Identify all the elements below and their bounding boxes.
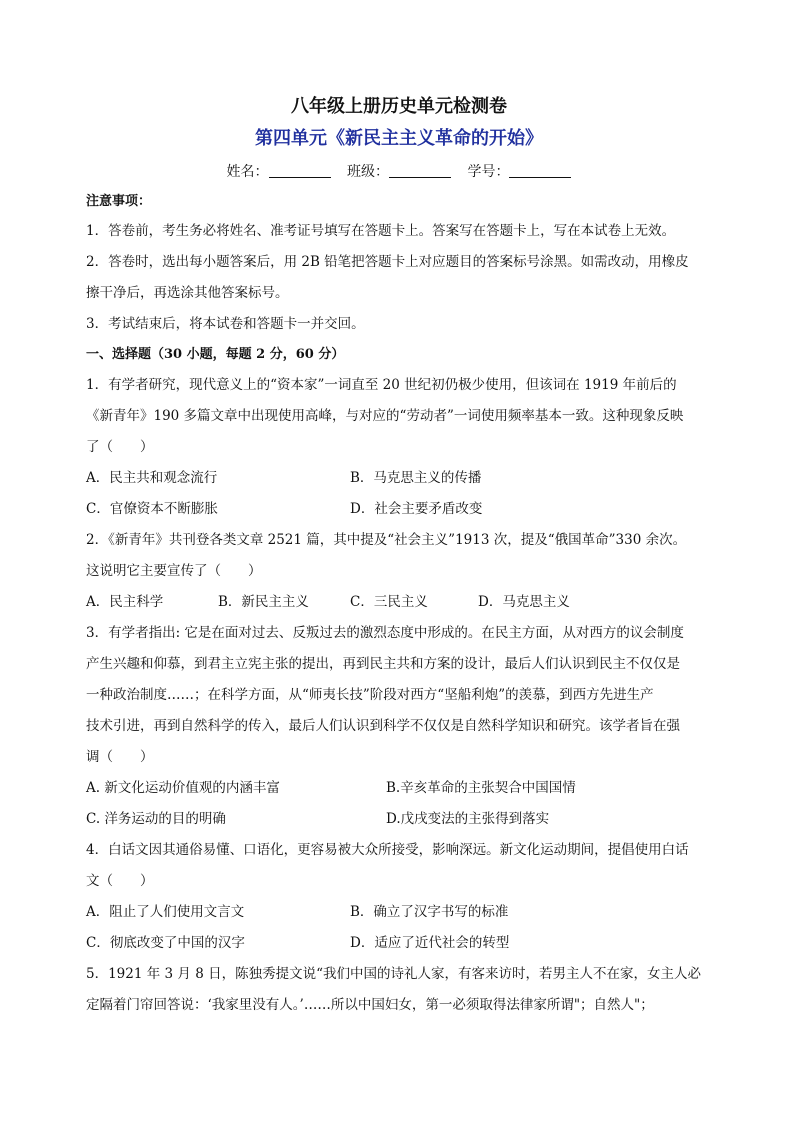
name-label: 姓名： <box>226 164 269 180</box>
option-b[interactable]: B.辛亥革命的主张契合中国国情 <box>386 780 576 796</box>
notice-item: 1．答卷前，考生务必将姓名、准考证号填写在答题卡上。答案写在答题卡上，写在本试卷上无效。 <box>86 223 676 239</box>
question-2 <box>86 525 712 618</box>
name-blank[interactable] <box>269 163 331 178</box>
option-row <box>86 494 712 525</box>
option-d[interactable]: D．适应了近代社会的转型 <box>350 935 510 951</box>
exam-title: 八年级上册历史单元检测卷 <box>291 96 507 117</box>
question-text: 这说明它主要宣传了（ ） <box>86 563 262 579</box>
question-text: 5．1921 年 3 月 8 日，陈独秀提文说“我们中国的诗礼人家，有客来访时，若男主人不在家，女主人必 <box>86 966 701 982</box>
option-b[interactable]: B．新民主主义 <box>218 594 309 610</box>
option-a[interactable]: A. 新文化运动价值观的内涵丰富 <box>86 780 280 796</box>
question-text: 了（ ） <box>86 439 154 455</box>
name-field <box>227 156 331 188</box>
question-text: 一种政治制度……；在科学方面，从“师夷长技”阶段对西方“坚船利炮”的羡慕，到西方先进生产 <box>86 687 654 703</box>
notice-item: 3．考试结束后，将本试卷和答题卡一并交回。 <box>86 316 365 332</box>
class-field <box>347 156 451 188</box>
option-row <box>86 587 712 618</box>
option-b[interactable]: B．确立了汉字书写的标准 <box>350 904 509 920</box>
section-heading: 一、选择题（30 小题，每题 2 分，60 分） <box>86 347 345 362</box>
question-text: 《新青年》190 多篇文章中出现使用高峰，与对应的“劳动者”一词使用频率基本一致。这种现象反映 <box>86 408 684 424</box>
question-4 <box>86 835 712 959</box>
option-row <box>86 463 712 494</box>
question-text: 产生兴趣和仰慕，到君主立宪主张的提出，再到民主共和方案的设计，最后人们认识到民主不仅仅是 <box>86 656 680 672</box>
option-d[interactable]: D.戊戌变法的主张得到落实 <box>386 811 550 827</box>
question-text: 4．白话文因其通俗易懂、口语化，更容易被大众所接受，影响深远。新文化运动期间，提倡使用白话 <box>86 842 689 858</box>
option-d[interactable]: D．社会主要矛盾改变 <box>350 501 483 517</box>
option-c[interactable]: C．三民主义 <box>350 594 428 610</box>
option-c[interactable]: C. 洋务运动的目的明确 <box>86 811 226 827</box>
question-1 <box>86 370 712 525</box>
question-text: 技术引进，再到自然科学的传入，最后人们认识到科学不仅仅是自然科学知识和研究。该学者旨在强 <box>86 718 680 734</box>
option-b[interactable]: B．马克思主义的传播 <box>350 470 482 486</box>
notice-item: 2．答卷时，选出每小题答案后，用 2B 铅笔把答题卡上对应题目的答案标号涂黑。如需改动，用橡皮 <box>86 254 689 270</box>
option-row <box>86 804 712 835</box>
question-text: 定隔着门帘回答说：‘我家里没有人。’……所以中国妇女，第一必须取得法律家所谓"；自然人"； <box>86 997 654 1013</box>
notice-item: 擦干净后，再选涂其他答案标号。 <box>86 285 289 301</box>
option-a[interactable]: A．民主共和观念流行 <box>86 470 218 486</box>
student-id-blank[interactable] <box>509 163 571 178</box>
question-text: 1．有学者研究，现代意义上的“资本家”一词直至 20 世纪初仍极少使用，但该词在 1919 年前后的 <box>86 377 677 393</box>
unit-subtitle: 第四单元《新民主主义革命的开始》 <box>255 128 543 149</box>
option-d[interactable]: D．马克思主义 <box>478 594 570 610</box>
question-text: 2．《新青年》共刊登各类文章 2521 篇，其中提及“社会主义”1913 次，提及“俄国革命”330 余次。 <box>86 532 687 548</box>
class-label: 班级： <box>347 164 389 180</box>
option-row <box>86 928 712 959</box>
question-3 <box>86 618 712 835</box>
notice-heading: 注意事项： <box>86 194 152 209</box>
exam-page <box>86 92 712 1021</box>
student-id-label: 学号： <box>467 164 510 180</box>
option-c[interactable]: C．彻底改变了中国的汉字 <box>86 935 245 951</box>
question-5 <box>86 959 712 1021</box>
option-c[interactable]: C．官僚资本不断膨胀 <box>86 501 218 517</box>
class-blank[interactable] <box>389 163 451 178</box>
option-row <box>86 773 712 804</box>
question-text: 调（ ） <box>86 749 154 765</box>
student-info-line <box>86 156 712 188</box>
question-text: 3．有学者指出: 它是在面对过去、反叛过去的激烈态度中形成的。在民主方面，从对西方的议会制度 <box>86 625 684 641</box>
student-id-field <box>467 156 571 188</box>
question-text: 文（ ） <box>86 873 154 889</box>
option-a[interactable]: A．民主科学 <box>86 594 164 610</box>
option-row <box>86 897 712 928</box>
option-a[interactable]: A．阻止了人们使用文言文 <box>86 904 245 920</box>
